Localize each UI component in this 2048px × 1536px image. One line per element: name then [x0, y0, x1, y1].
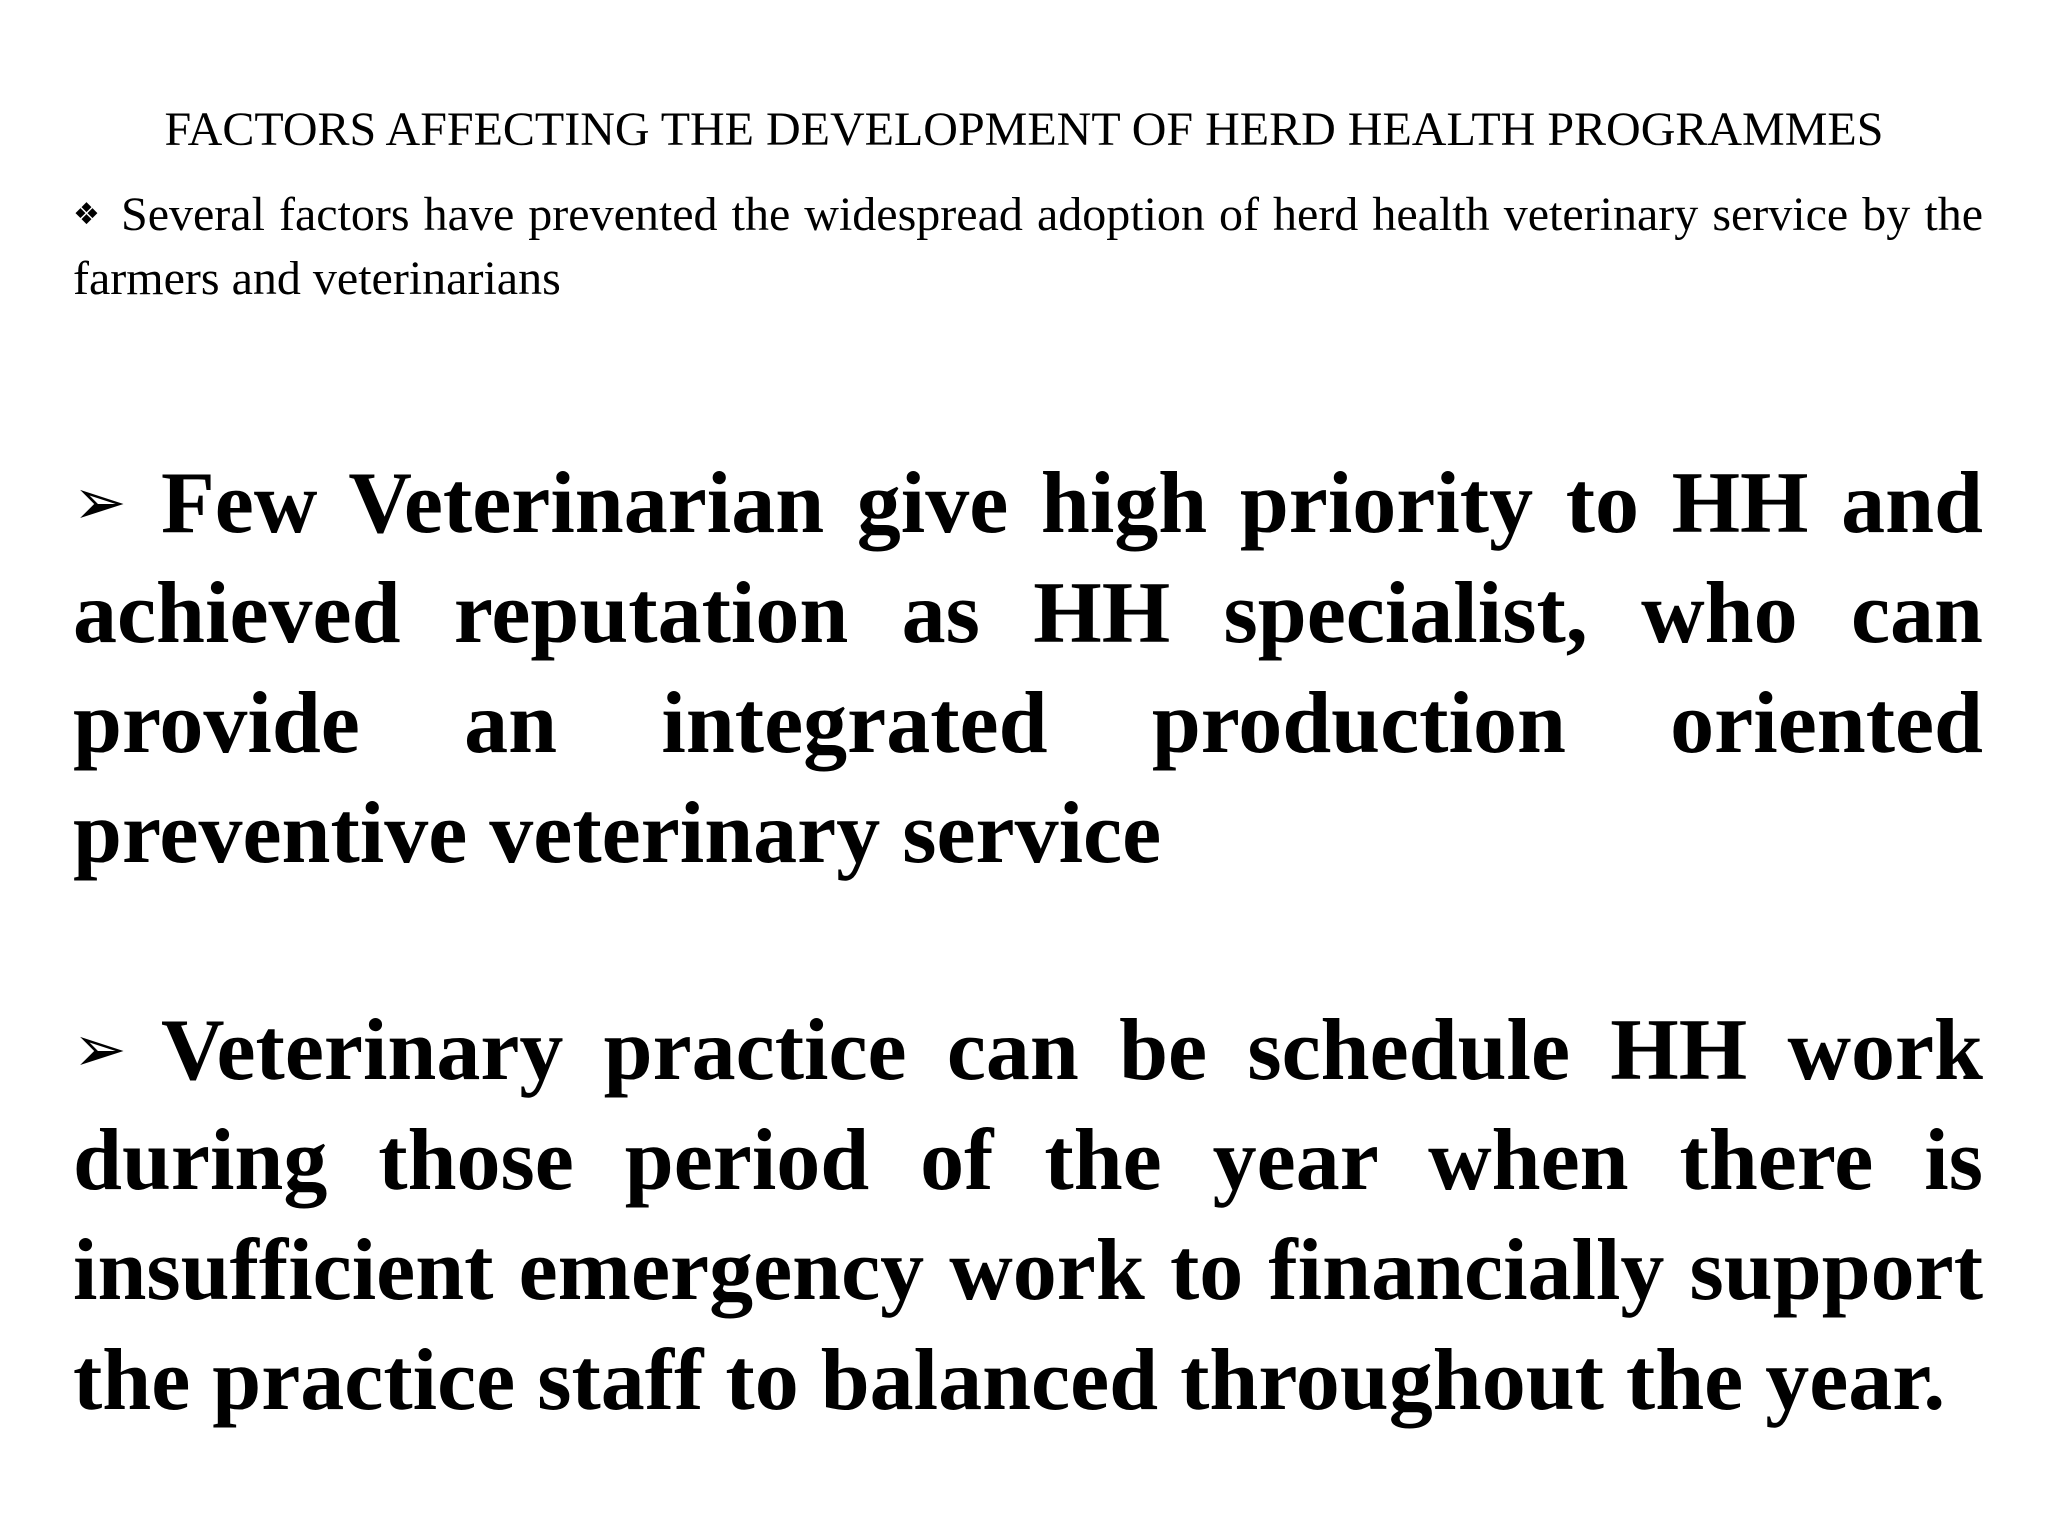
diamond-bullet-icon: ❖ [73, 197, 100, 232]
bullet-point-1-text: Few Veterinarian give high priority to HH and achieved reputation as HH specialist, who can provide an integrated production oriented preventive veterinary service [73, 455, 1983, 882]
intro-paragraph [73, 183, 1983, 311]
bullet-point-1 [73, 448, 1983, 889]
intro-text: Several factors have prevented the widespread adoption of herd health veterinary service by the farmers and veterinarians [73, 188, 1983, 305]
arrow-bullet-icon: ➢ [73, 1013, 127, 1087]
arrow-bullet-icon: ➢ [73, 466, 127, 540]
bullet-point-2-text: Veterinary practice can be schedule HH work during those period of the year when there is insufficient emergency work to financially support the practice staff to balanced throughout the year. [73, 1002, 1983, 1429]
slide-title: FACTORS AFFECTING THE DEVELOPMENT OF HERD HEALTH PROGRAMMES [164, 103, 1884, 156]
bullet-point-2 [73, 995, 1983, 1436]
